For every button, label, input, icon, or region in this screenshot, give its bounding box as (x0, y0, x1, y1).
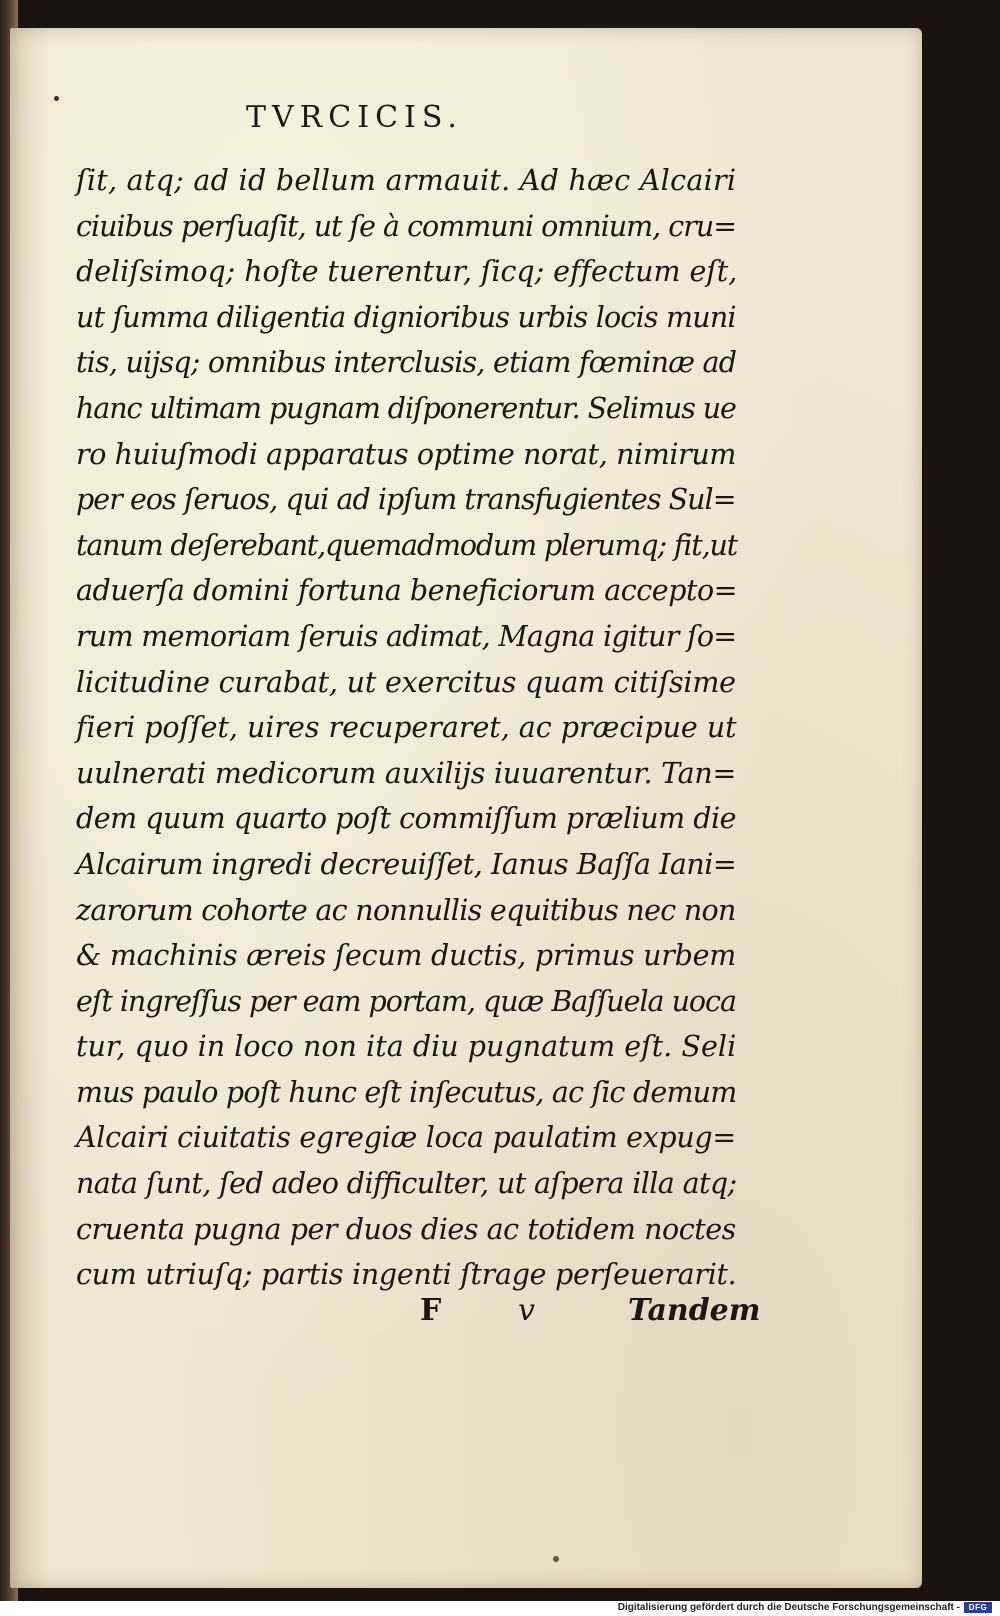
text-line: ciuibus perſuaſit, ut ſe à communi omnium, cru= (76, 209, 737, 243)
text-line: cruenta pugna per duos dies ac totidem noctes (76, 1212, 736, 1246)
running-head: TVRCICIS. (246, 100, 463, 135)
text-line: zarorum cohorte ac nonnullis equitibus nec non (76, 893, 736, 927)
text-line: rum memoriam ſeruis adimat, Magna igitur ſo= (76, 619, 737, 653)
body-text (76, 158, 736, 1298)
ink-spot (54, 96, 59, 101)
dfg-logo: DFG (964, 1602, 992, 1613)
text-line: ro huiuſmodi apparatus optime norat, nimirum (76, 437, 736, 471)
text-line: ſit, atq; ad id bellum armauit. Ad hæc Alcairi (76, 164, 737, 197)
text-line: aduerſa domini fortuna beneficiorum accepto= (76, 574, 738, 608)
text-line: tanum deſerebant,quemadmodum plerumq; fit,ut (76, 528, 738, 562)
text-line: Alcairum ingredi decreuiſſet, Ianus Baſſa Iani= (76, 847, 737, 881)
text-line: ut ſumma diligentia dignioribus urbis locis muni (76, 300, 736, 334)
text-line: deliſsimoq; hoſte tuerentur, ſicq; effectum eſt, (76, 255, 738, 289)
text-line: mus paulo poſt hunc eſt inſecutus, ac ſic demum (76, 1075, 737, 1109)
text-line: tur, quo in loco non ita diu pugnatum eſt. Seli (76, 1030, 737, 1064)
signature-mark: F (420, 1293, 442, 1328)
text-line: hanc ultimam pugnam diſponerentur. Selimus ue (76, 391, 736, 425)
text-line: Alcairi ciuitatis egregiæ loca paulatim expug= (76, 1121, 736, 1155)
text-line: cum utriuſq; partis ingenti ſtrage perſeuerarit. (76, 1258, 737, 1292)
text-line: per eos ſeruos, qui ad ipſum transfugientes Sul= (76, 483, 736, 517)
text-line: uulnerati medicorum auxilijs iuuarentur. Tan= (76, 756, 737, 790)
funding-credit: Digitalisierung gefördert durch die Deutsche Forschungsgemeinschaft - (617, 1602, 960, 1613)
text-line: & machinis æreis ſecum ductis, primus urbem (76, 939, 736, 973)
text-line: fieri poſſet, uires recuperaret, ac præcipue ut (76, 711, 737, 745)
ink-spot (553, 1556, 559, 1562)
text-line: licitudine curabat, ut exercitus quam citiſsime (76, 665, 736, 699)
text-line: tis, uijsq; omnibus interclusis, etiam fœminæ ad (76, 346, 737, 380)
text-line: dem quum quarto poſt commiſſum prælium die (76, 802, 736, 836)
signature-number: v (518, 1293, 535, 1328)
text-line: nata ſunt, ſed adeo difficulter, ut aſpera illa atq; (76, 1167, 737, 1201)
text-line: eſt ingreſſus per eam portam, quæ Baſſuela uoca (76, 984, 736, 1018)
catchword: Tandem (628, 1293, 761, 1328)
